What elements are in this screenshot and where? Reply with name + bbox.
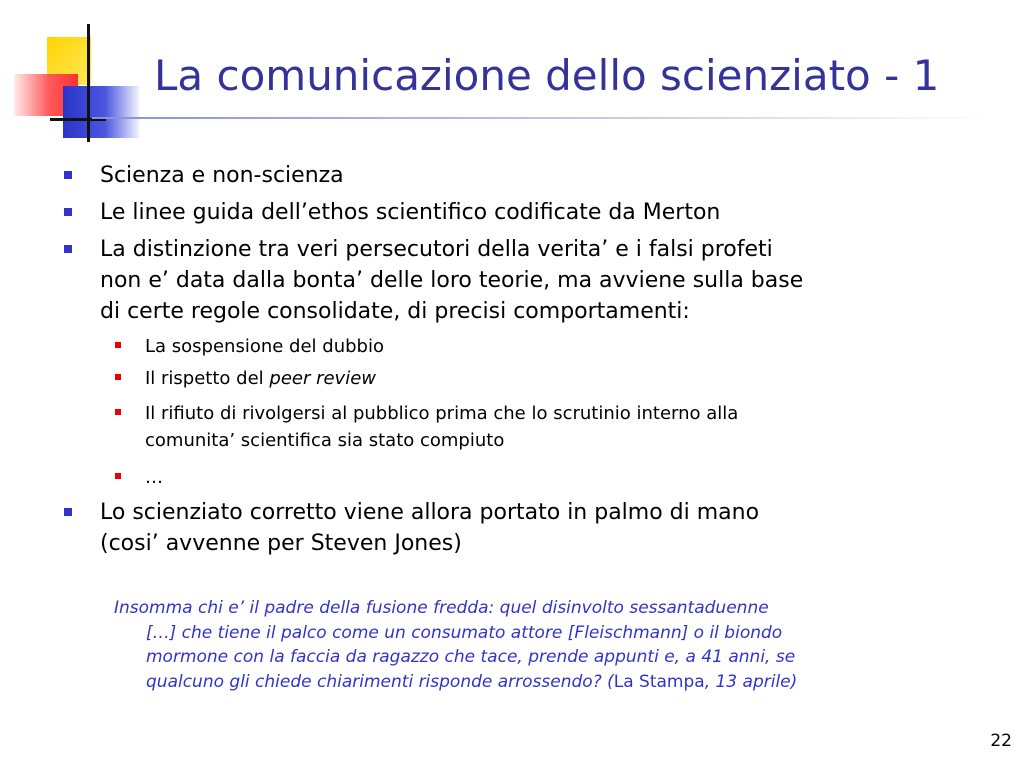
bullet-text-line: di certe regole consolidate, di precisi comportamenti:: [100, 299, 690, 324]
sub-bullet-item: [145, 365, 905, 392]
bullet-text-line: (cosi’ avvenne per Steven Jones): [100, 531, 462, 556]
quote-line-last: [114, 670, 934, 695]
square-bullet-icon: [64, 208, 72, 216]
bullet-item: [100, 160, 900, 191]
slide-title: La comunicazione dello scienziato - 1: [154, 51, 940, 100]
sub-bullet-italic-text: peer review: [269, 368, 377, 389]
quote-source-date: , 13 aprile): [704, 671, 798, 692]
sub-bullet-text-line: comunita’ scientifica sia stato compiuto: [145, 430, 505, 451]
logo-blue-square: [63, 86, 139, 138]
square-bullet-icon: [115, 342, 121, 348]
square-bullet-icon: [64, 245, 72, 253]
quote-line: Insomma chi e’ il padre della fusione fredda: quel disinvolto sessantaduenne: [114, 598, 769, 618]
square-bullet-icon: [64, 171, 72, 179]
sub-bullet-item: [145, 400, 905, 454]
sub-bullet-item: [145, 333, 905, 360]
bullet-text: Le linee guida dell’ethos scientifico codificate da Merton: [100, 200, 721, 225]
bullet-item: [100, 197, 900, 228]
page-number: 22: [990, 731, 1012, 751]
title-underline: [92, 117, 992, 119]
quote-line: mormone con la faccia da ragazzo che tace, prende appunti e, a 41 anni, se: [146, 647, 796, 667]
slide-logo: [0, 0, 150, 150]
sub-bullet-text: La sospensione del dubbio: [145, 336, 384, 357]
square-bullet-icon: [115, 374, 121, 380]
bullet-item: [100, 497, 900, 559]
sub-bullet-item: [145, 464, 905, 491]
quote-block: [114, 596, 934, 694]
square-bullet-icon: [115, 473, 121, 479]
quote-source-name: La Stampa: [613, 671, 705, 692]
bullet-item: [100, 234, 900, 327]
bullet-text: Scienza e non-scienza: [100, 163, 344, 188]
quote-text: qualcuno gli chiede chiarimenti risponde arrossendo? (: [146, 671, 614, 692]
sub-bullet-text-line: Il rifiuto di rivolgersi al pubblico prima che lo scrutinio interno alla: [145, 403, 739, 424]
sub-bullet-text: …: [145, 467, 163, 488]
logo-vertical-line: [87, 24, 90, 142]
quote-line: […] che tiene il palco come un consumato attore [Fleischmann] o il biondo: [146, 622, 783, 643]
square-bullet-icon: [115, 409, 121, 415]
sub-bullet-text: Il rispetto del: [145, 368, 270, 389]
square-bullet-icon: [64, 508, 72, 516]
bullet-text-line: non e’ data dalla bonta’ delle loro teorie, ma avviene sulla base: [100, 268, 804, 293]
bullet-text-line: Lo scienziato corretto viene allora portato in palmo di mano: [100, 500, 760, 525]
bullet-text-line: La distinzione tra veri persecutori della verita’ e i falsi profeti: [100, 237, 773, 262]
